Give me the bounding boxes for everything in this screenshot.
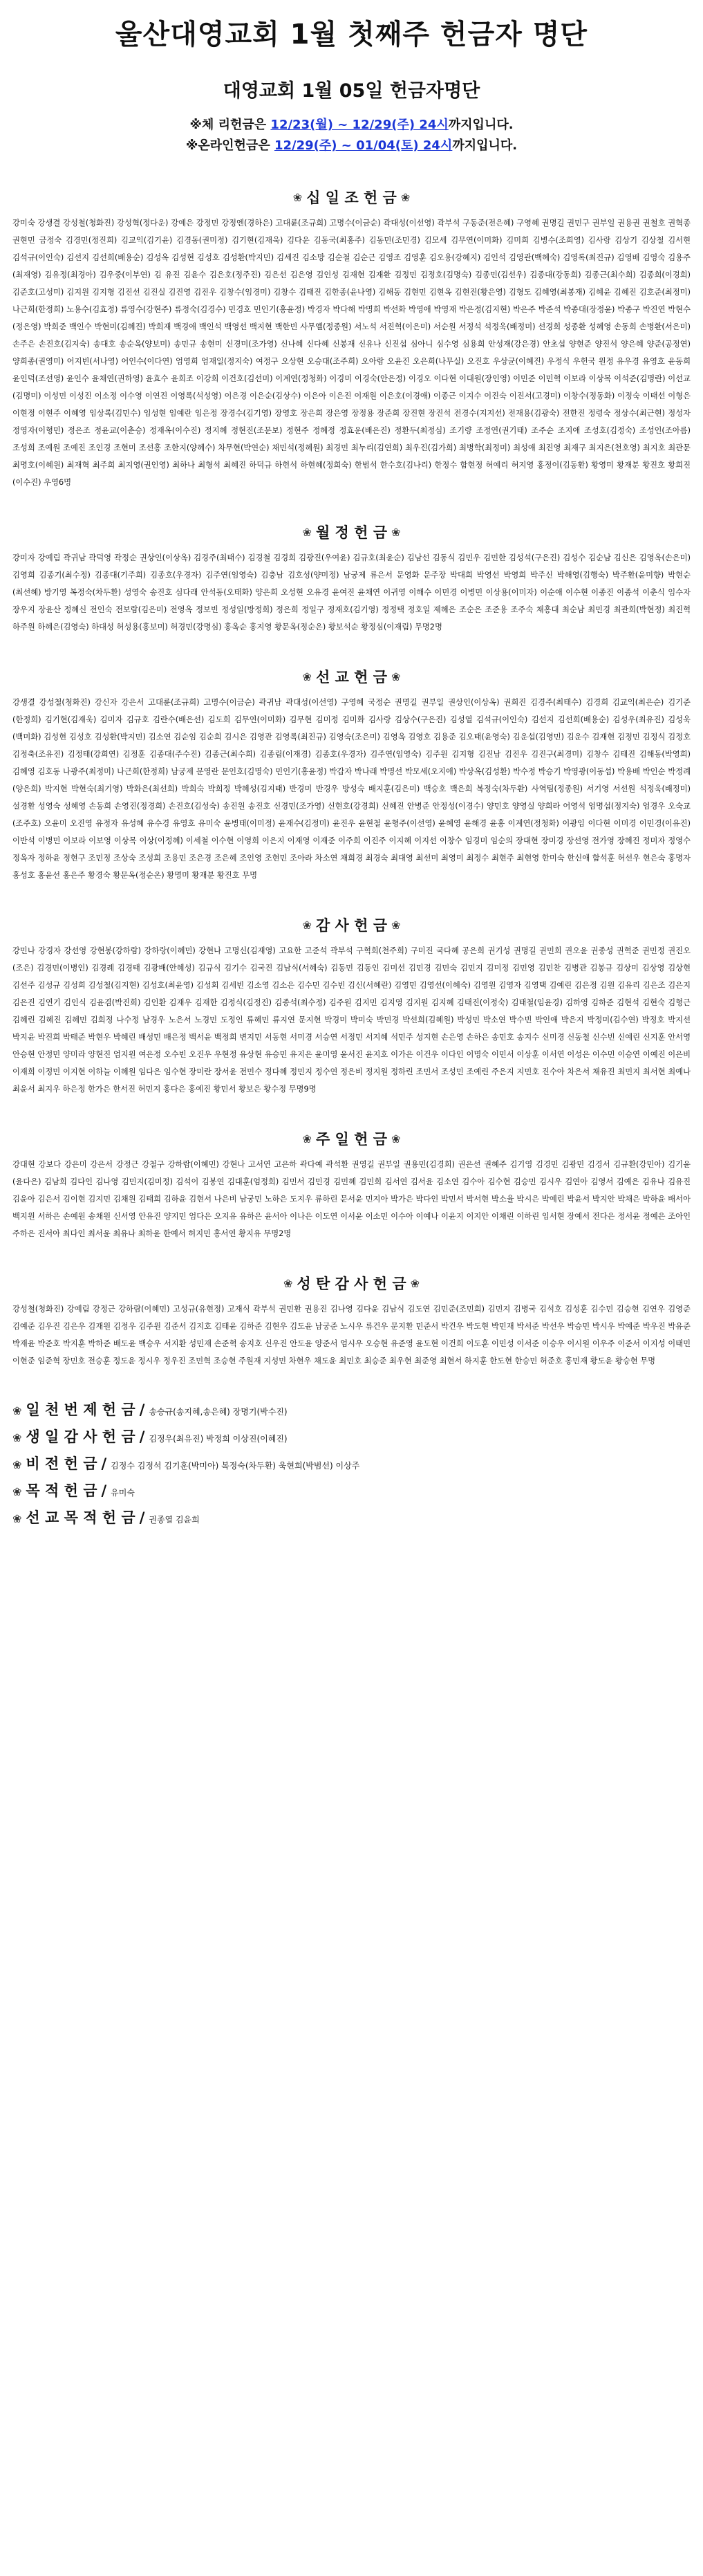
flower-icon: ❀ bbox=[302, 525, 312, 539]
notice-date: 12/29(주) ~ 01/04(토) 24시 bbox=[274, 138, 453, 153]
section-christmas bbox=[12, 1273, 691, 1370]
flower-icon: ❀ bbox=[391, 1132, 401, 1146]
flower-icon: ❀ bbox=[12, 1404, 22, 1417]
section-thanks bbox=[12, 914, 691, 1098]
flower-icon: ❀ bbox=[410, 1276, 420, 1290]
separator: / bbox=[139, 1428, 145, 1445]
notice-date: 12/23(월) ~ 12/29(주) 24시 bbox=[270, 118, 449, 132]
separator: / bbox=[139, 1401, 145, 1418]
section-header bbox=[12, 666, 691, 687]
notice-block bbox=[12, 115, 691, 156]
section-title: 월 정 헌 금 bbox=[315, 524, 388, 541]
flower-icon: ❀ bbox=[391, 525, 401, 539]
flower-icon: ❀ bbox=[283, 1276, 293, 1290]
section-names: 강미자 강예림 곽귀남 곽덕영 곽정순 권상인(이상옥) 김경주(최태수) 김경철 김경희 김광진(우여윤) 김규호(최윤순) 김남선 김동식 김민우 김민한 김성석(구은진) 김성수 김순남 김신은 김영옥(손은미) 김영희 김종기(최수정) 김종대(기주희) 김종호(우경자) 김주연(임영숙) 김충남 김호성(양미정) 남궁제 류은서 문영화 문주장 박대희 박영선 박영희 박주신 박해영(김행숙) 박주환(윤미향) 박현순(최선혜) 방기영 복정숙(차두환) 성영숙 송진호 심다래 안석동(오태화) 양은희 오성현 오유경 윤여진 윤채연 이귀영 이해수 이민경 이병민 이상용(이미자) 이순애 이수현 이종진 이종석 이춘식 임수자 장우지 장윤산 정혜신 전인숙 전보람(김은미) 전영옥 정보빈 정성일(방정희) 정은희 정일구 정재호(김기영) 정정택 정호일 제혜은 조순은 조준용 조주숙 채홍대 최순남 최민경 최관희(박현정) 최진혁 하주원 하혜은(김영숙) 하대성 허성용(홍보미) 허경민(강명심) 홍옥순 홍지영 황문옥(정순온) 황보석순 황정심(이재림) 무명2명 bbox=[12, 553, 691, 632]
section-names: 강민나 강경자 강선영 강현봉(강하람) 강하랑(이혜민) 강현나 고명신(김재영) 고요한 고준석 곽부석 구혁희(천주희) 구미진 국다혜 공은희 권기성 권명길 권민희 권오윤 권종성 권혁준 권민정 권진오(조은) 김경민(이병인) 김경례 김경태 김광배(안혜성) 김규식 김기수 김국진 김남식(서혜숙) 김동민 김동인 김미선 김민경 김민숙 김민지 김미정 김민영 김민찬 김병관 김봉규 김상미 김상영 김상현 김선주 김성규 김성희 김성철(김지현) 김성호(최윤영) 김성회 김세빈 김소영 김소은 김수민 김수빈 김신(서혜란) 김영민 김영선(이혜숙) 김영원 김영자 김영택 김예린 김은정 김원 김유리 김은조 김은지 김은진 김연기 김인식 김윤겸(박진희) 김인환 김재우 김재한 김정식(김정진) 김종석(최수정) 김주원 김지민 김지영 김지원 김지혜 김태진(이정숙) 김태철(임윤경) 김하영 김하준 김현석 김현숙 김형근 김혜린 김혜진 김혜민 김희정 나수정 남경우 노은서 노경민 도정인 류혜민 류지연 문지현 박경미 박미숙 박민경 박선희(김혜원) 박성민 박소연 박수빈 박인애 박은지 박정미(김수연) 박정호 박지선 박지윤 박진희 박태준 박현우 박혜린 배성민 배은정 백서윤 백정희 변지민 서동현 서미경 서승연 서정민 서지혜 석민주 성지현 손은영 손하은 송민호 송지수 신미경 신동철 신수빈 신예린 신지훈 안서영 안승현 안정민 양미라 양현진 엄지원 여은정 오수빈 오진우 우현정 유상현 유승민 유지은 윤미영 윤서진 윤지호 이가은 이건우 이다인 이명숙 이민서 이상훈 이서연 이성은 이수민 이승연 이예진 이은비 이재희 이정민 이지현 이하늘 이혜원 임다은 임수현 장미란 장서윤 전민수 정다혜 정민지 정수연 정은비 정지원 정하린 조민서 조성민 조예린 주은지 지민호 진수아 차은서 채유진 최민지 최서현 최예나 최윤서 최지우 하은정 한가은 한서진 허민지 홍다은 홍예진 황민서 황보은 황수정 무명9명 bbox=[12, 946, 691, 1094]
summary-label: 목 적 헌 금 bbox=[26, 1482, 97, 1499]
separator: / bbox=[101, 1482, 107, 1499]
section-mission bbox=[12, 666, 691, 884]
section-names: 강대현 강보다 강은미 강은서 강정근 강철구 강하람(이혜민) 강현나 고서연 고은하 곽다예 곽석환 권영길 권부일 권용민(김경희) 권은선 권혜주 김기영 김경민 김광민 김경서 김규환(강민아) 김기윤(윤다은) 김남희 김다인 김나영 김민지(김미정) 김석이 김봉연 김대훈(엄정희) 김민서 김민경 김민혜 김민희 김서연 김서윤 김소연 김수아 김수현 김승민 김시우 김연아 김영서 김예은 김유나 김유진 김윤아 김은서 김이현 김지민 김채원 김태희 김하윤 김현서 나은비 남궁민 노하은 도지우 류하린 문서윤 민지아 박가은 박다인 박민서 박서현 박소율 박시은 박예린 박윤서 박지안 박채은 박하윤 배서아 백지원 서하은 손예원 송채원 신서영 안유진 양지민 엄다은 오지유 유하은 윤서아 이나은 이도연 이서윤 이소민 이수아 이예나 이윤지 이지안 이채린 이하린 임서현 장예서 전다은 정서윤 정예은 조아인 주하은 진서아 최다인 최서윤 최유나 최하윤 한예서 허지민 홍서연 황지유 무명2명 bbox=[12, 1160, 691, 1238]
section-title: 성 탄 감 사 헌 금 bbox=[297, 1276, 406, 1292]
summary-label: 생 일 감 사 헌 금 bbox=[26, 1428, 135, 1445]
summary-names: 유미숙 bbox=[111, 1488, 135, 1498]
section-sunday bbox=[12, 1128, 691, 1242]
notice-prefix: ※온라인헌금은 bbox=[185, 138, 274, 153]
section-monthly bbox=[12, 522, 691, 636]
section-title: 감 사 헌 금 bbox=[315, 917, 388, 934]
summary-names: 권종열 김윤희 bbox=[149, 1515, 200, 1525]
section-names: 강성철(청화진) 강예림 강정근 강하람(이혜민) 고성규(유현정) 고재식 곽부석 권민환 권용진 김나영 김다윤 김남식 김도연 김민준(조민희) 김민지 김병국 김석호 김성훈 김수민 김승현 김연우 김영준 김예준 김우진 김은우 김재원 김정우 김주원 김준서 김지호 김태윤 김하준 김현우 김도윤 남궁준 노시우 류건우 문지환 민준서 박건우 박도현 박민재 박서준 박선우 박승민 박시우 박예준 박우진 박유준 박재윤 박준호 박지훈 박하준 배도윤 백승우 서지환 성민재 손준혁 송지호 신우진 안도윤 양준서 엄시우 오승현 유준영 윤도현 이건희 이도훈 이민성 이서준 이승우 이시원 이우주 이준서 이지성 이태민 이현준 임준혁 장민호 전승훈 정도윤 정시우 정우진 조민혁 조승현 주원재 지성민 차현우 채도윤 최민호 최승준 최우현 최준영 최현서 하지훈 한도현 한승민 허준호 홍민재 황도윤 황승현 무명 bbox=[12, 1305, 691, 1365]
flower-icon: ❀ bbox=[12, 1485, 22, 1498]
notice-check-offering bbox=[12, 115, 691, 136]
section-header bbox=[12, 522, 691, 542]
flower-icon: ❀ bbox=[12, 1512, 22, 1525]
section-tithe bbox=[12, 187, 691, 491]
separator: / bbox=[101, 1455, 107, 1472]
summary-row bbox=[12, 1451, 691, 1478]
section-title: 주 일 헌 금 bbox=[315, 1131, 388, 1148]
notice-suffix: 까지입니다. bbox=[452, 138, 518, 153]
summary-list bbox=[12, 1397, 691, 1532]
page-subtitle: 대영교회 1월 05일 헌금자명단 bbox=[223, 80, 480, 102]
summary-row bbox=[12, 1478, 691, 1505]
section-title: 십 일 조 헌 금 bbox=[306, 190, 397, 206]
flower-icon: ❀ bbox=[292, 190, 303, 204]
summary-label: 선 교 목 적 헌 금 bbox=[26, 1509, 135, 1526]
section-names: 강미숙 강생결 강성철(청화진) 강성혁(정다운) 강예은 강정민 강정엔(경하은) 고대륜(조규희) 고명수(이금순) 곽대성(이선영) 곽부석 구동준(전은혜) 구영혜 권명길 권민구 권부일 권용권 권철호 권혁종 권현민 금정숙 김경민(정진희) 김교익(김기윤) 김경동(권미정) 김기현(김재욱) 김다운 김동국(최홍주) 김동민(조민경) 김모세 김무연(이미화) 김미희 김병수(조희영) 김사랑 김상기 김상철 김서현 김석규(이인숙) 김선지 김선희(배용순) 김성옥 김성현 김성호 김성환(박지민) 김세진 김소망 김순철 김순근 김영조 김영훈 김오용(강혜지) 김인석 김영관(백혜숙) 김영록(최진규) 김영배 김영숙 김용주(최재영) 김유정(최경아) 김우중(이부연) 김 유진 김윤수 김은호(정주진) 김은선 김은영 김인성 김재현 김재환 김정민 김정호(김명숙) 김종민(김선우) 김종대(강동희) 김종근(최수희) 김종희(이경희) 김준호(고성미) 김지원 김지형 김진선 김진실 김진영 김진우 김창수(임경미) 김창수 김태진 김한종(윤나영) 김해동 김현민 김현옥 김현진(황은영) 김형도 김혜영(최봉재) 김혜윤 김혜진 김호준(최정미) 나근희(한정희) 노용수(김효정) 류영수(강현주) 류정숙(김경수) 민경호 민인기(홍윤정) 박경자 박다해 박명희 박선화 박영애 박영재 박은정(김지현) 박은주 박준석 박종대(장정윤) 박종구 박진연 박현수(정은영) 박희준 백인수 박현미(김혜진) 박희재 백경애 백인석 백영선 백지현 백한빈 사무엘(정종원) 서노석 서진혁(이은미) 서순원 서정석 석정욱(배정미) 선경희 성종환 성혜영 손동희 손병환(서은미) 손주은 손진호(김지숙) 송대호 송순옥(양보미) 송민규 송현미 신경미(조가영) 신나혜 신다혜 신봉재 신유나 신진섭 심아니 심수영 심용희 안성재(강은경) 안초섭 양현준 양진석 양은혜 양준(공정연) 양희종(권영미) 어지빈(서나영) 어인수(이다연) 엄영희 엄재일(정지숙) 여정구 오상현 오승대(조주희) 오아람 오윤진 오은희(나무실) 오진호 우상균(이혜진) 우정식 우헌국 원정 유우경 유영호 윤동희 윤인덕(조선영) 윤인수 윤채연(권하영) 윤효수 윤희조 이강희 이건호(김선미) 이계연(정청화) 이경미 이경숙(안은정) 이경오 이다현 이대원(장인영) 이민준 이민혁 이보라 이상목 이석준(김명란) 이선교(김명미) 이성민 이성진 이소정 이수영 이연진 이영록(석성영) 이은경 이은순(김상수) 이은아 이은진 이재원 이은호(이경애) 이종근 이지수 이진숙 이진서(고경미) 이창수(정동화) 이정숙 이태선 이형은 이현정 이현주 이혜영 임상록(김민수) 임성현 임예란 임은정 장경수(김기영) 장영호 장은희 장은영 장정용 장준희 장진현 장진석 전경수(지지선) 전재용(김광숙) 전한진 정령숙 정상수(최근현) 정성자 정영자(이형민) 정은조 정윤교(이춘승) 정재옥(이수진) 정지혜 정현진(조문보) 정현주 정혜정 정효운(배은진) 정환두(최정심) 조기량 조정연(권기태) 조주순 조지애 조성호(김정숙) 조성인(조아름) 조성희 조예원 조예진 조인경 조현미 조선홍 조한지(양혜수) 차무현(박연순) 채민석(정혜원) 최경민 최누리(김연희) 최우진(김가희) 최병학(최정미) 최성애 최진영 최재구 최지은(천호영) 최지호 최관문 최명호(이혜원) 최재혁 최주희 최지영(권인영) 최하나 최형석 최혜진 하덕규 하헌석 하현혜(정희숙) 한범석 한수호(김나리) 한정수 함현정 허예리 허지영 홍정이(김동환) 황영미 황재분 황진호 황희진(이수진) 우영6명 bbox=[12, 219, 691, 487]
separator: / bbox=[139, 1509, 145, 1526]
notice-prefix: ※체 리헌금은 bbox=[189, 118, 271, 132]
flower-icon: ❀ bbox=[302, 918, 312, 932]
section-header bbox=[12, 1128, 691, 1149]
section-title: 선 교 헌 금 bbox=[315, 669, 388, 686]
summary-label: 비 전 헌 금 bbox=[26, 1455, 97, 1472]
section-header bbox=[12, 1273, 691, 1294]
flower-icon: ❀ bbox=[400, 190, 411, 204]
summary-names: 송승규(송지혜,송은혜) 장명기(박수진) bbox=[149, 1407, 288, 1417]
summary-row bbox=[12, 1505, 691, 1532]
notice-suffix: 까지입니다. bbox=[448, 118, 514, 132]
flower-icon: ❀ bbox=[391, 918, 401, 932]
flower-icon: ❀ bbox=[391, 670, 401, 683]
flower-icon: ❀ bbox=[302, 1132, 312, 1146]
page-title: 울산대영교회 1월 첫째주 헌금자 명단 bbox=[115, 19, 588, 50]
notice-online-offering bbox=[12, 136, 691, 156]
section-names: 강생결 강성철(청화진) 강신자 강은서 고대륜(조규희) 고명수(이금순) 곽귀남 곽대성(이선영) 구영혜 국정순 권명길 권부일 권상인(이상옥) 권희진 김경주(최태수) 김경희 김교익(최은순) 김기준(한정희) 김기현(김재욱) 김미자 김규호 김란수(배은선) 김도희 김무연(이미화) 김무현 김미정 김미화 김사랑 김상수(구은진) 김성열 김석규(이인숙) 김선지 김선희(배용순) 김성우(최유진) 김성욱(백미화) 김성현 김성호 김성환(박지민) 김소연 김순임 김순희 김시은 김영관 김영록(최진규) 김영숙(조은미) 김영옥 김영호 김용준 김오태(윤영숙) 김운섭(김영민) 김운수 김재현 김정민 김정식 김정호 김정축(조유진) 김정태(강희연) 김정훈 김종대(주수진) 김종근(최수희) 김종림(이재경) 김종호(우경자) 김주연(임영숙) 김주원 김지형 김진남 김진우 김진구(최경미) 김창수 김태진 김해동(박영희) 김혜영 김호동 나광주(최정미) 나근희(한정희) 남궁제 문영란 문인호(김명숙) 민인기(홍윤정) 박갑자 박나래 박명선 박모세(오지애) 박상옥(김성환) 박수정 박승기 박영광(이동섭) 박용배 박인순 박정례(양은희) 박지현 박현숙(최기영) 박화은(최선희) 박희숙 박희정 박혜성(김지태) 반경미 반경우 방성숙 배지훈(김은미) 백승호 백은희 복정숙(차두환) 사역팀(정종원) 서기영 서선원 석정욱(배정미) 설경환 성영숙 성혜영 손동희 손영진(정경희) 손진호(김성숙) 송진원 송진호 신경민(조가영) 신현호(강경희) 신혜진 안병준 안정성(이경수) 양민호 양영실 양희라 어영석 엄명섭(정지숙) 엄경우 오숙교(조주호) 오윤미 오진영 유정자 유성혜 유수경 유영호 유미숙 윤병태(이미정) 윤재수(김정미) 윤진우 윤현철 윤형주(이선영) 윤혜영 윤해경 윤홍 이계연(정청화) 이광임 이다현 이미경 이민경(이유진) 이반석 이병민 이보라 이보영 이상목 이상(이정혜) 이세철 이수현 이영희 이은지 이재영 이재준 이주희 이진주 이지혜 이지선 이창수 임경미 임순의 장대현 장미경 장선영 전가영 장혜진 정미자 정영수 정옥자 정하윤 정현구 조민정 조상숙 조성희 조용민 조은경 조은혜 조인영 조현민 조아라 차소연 채희경 최경숙 최대영 최선미 최영미 최정수 최현주 최현영 한미숙 한신애 함석훈 허선우 현은숙 홍명자 홍성호 홍윤선 홍은주 황경숙 황문옥(정순온) 황명미 황재분 황진호 무명 bbox=[12, 698, 691, 880]
flower-icon: ❀ bbox=[12, 1431, 22, 1444]
summary-row bbox=[12, 1397, 691, 1424]
flower-icon: ❀ bbox=[302, 670, 312, 683]
summary-label: 일 천 번 제 헌 금 bbox=[26, 1401, 135, 1418]
summary-names: 김정우(최유진) 박정희 이상진(이혜진) bbox=[149, 1434, 288, 1444]
summary-names: 김정수 김정석 김기훈(박미아) 복정숙(차두환) 욱현희(박범선) 이상주 bbox=[111, 1461, 360, 1471]
summary-row bbox=[12, 1424, 691, 1451]
section-header bbox=[12, 914, 691, 935]
flower-icon: ❀ bbox=[12, 1458, 22, 1471]
section-header bbox=[12, 187, 691, 208]
